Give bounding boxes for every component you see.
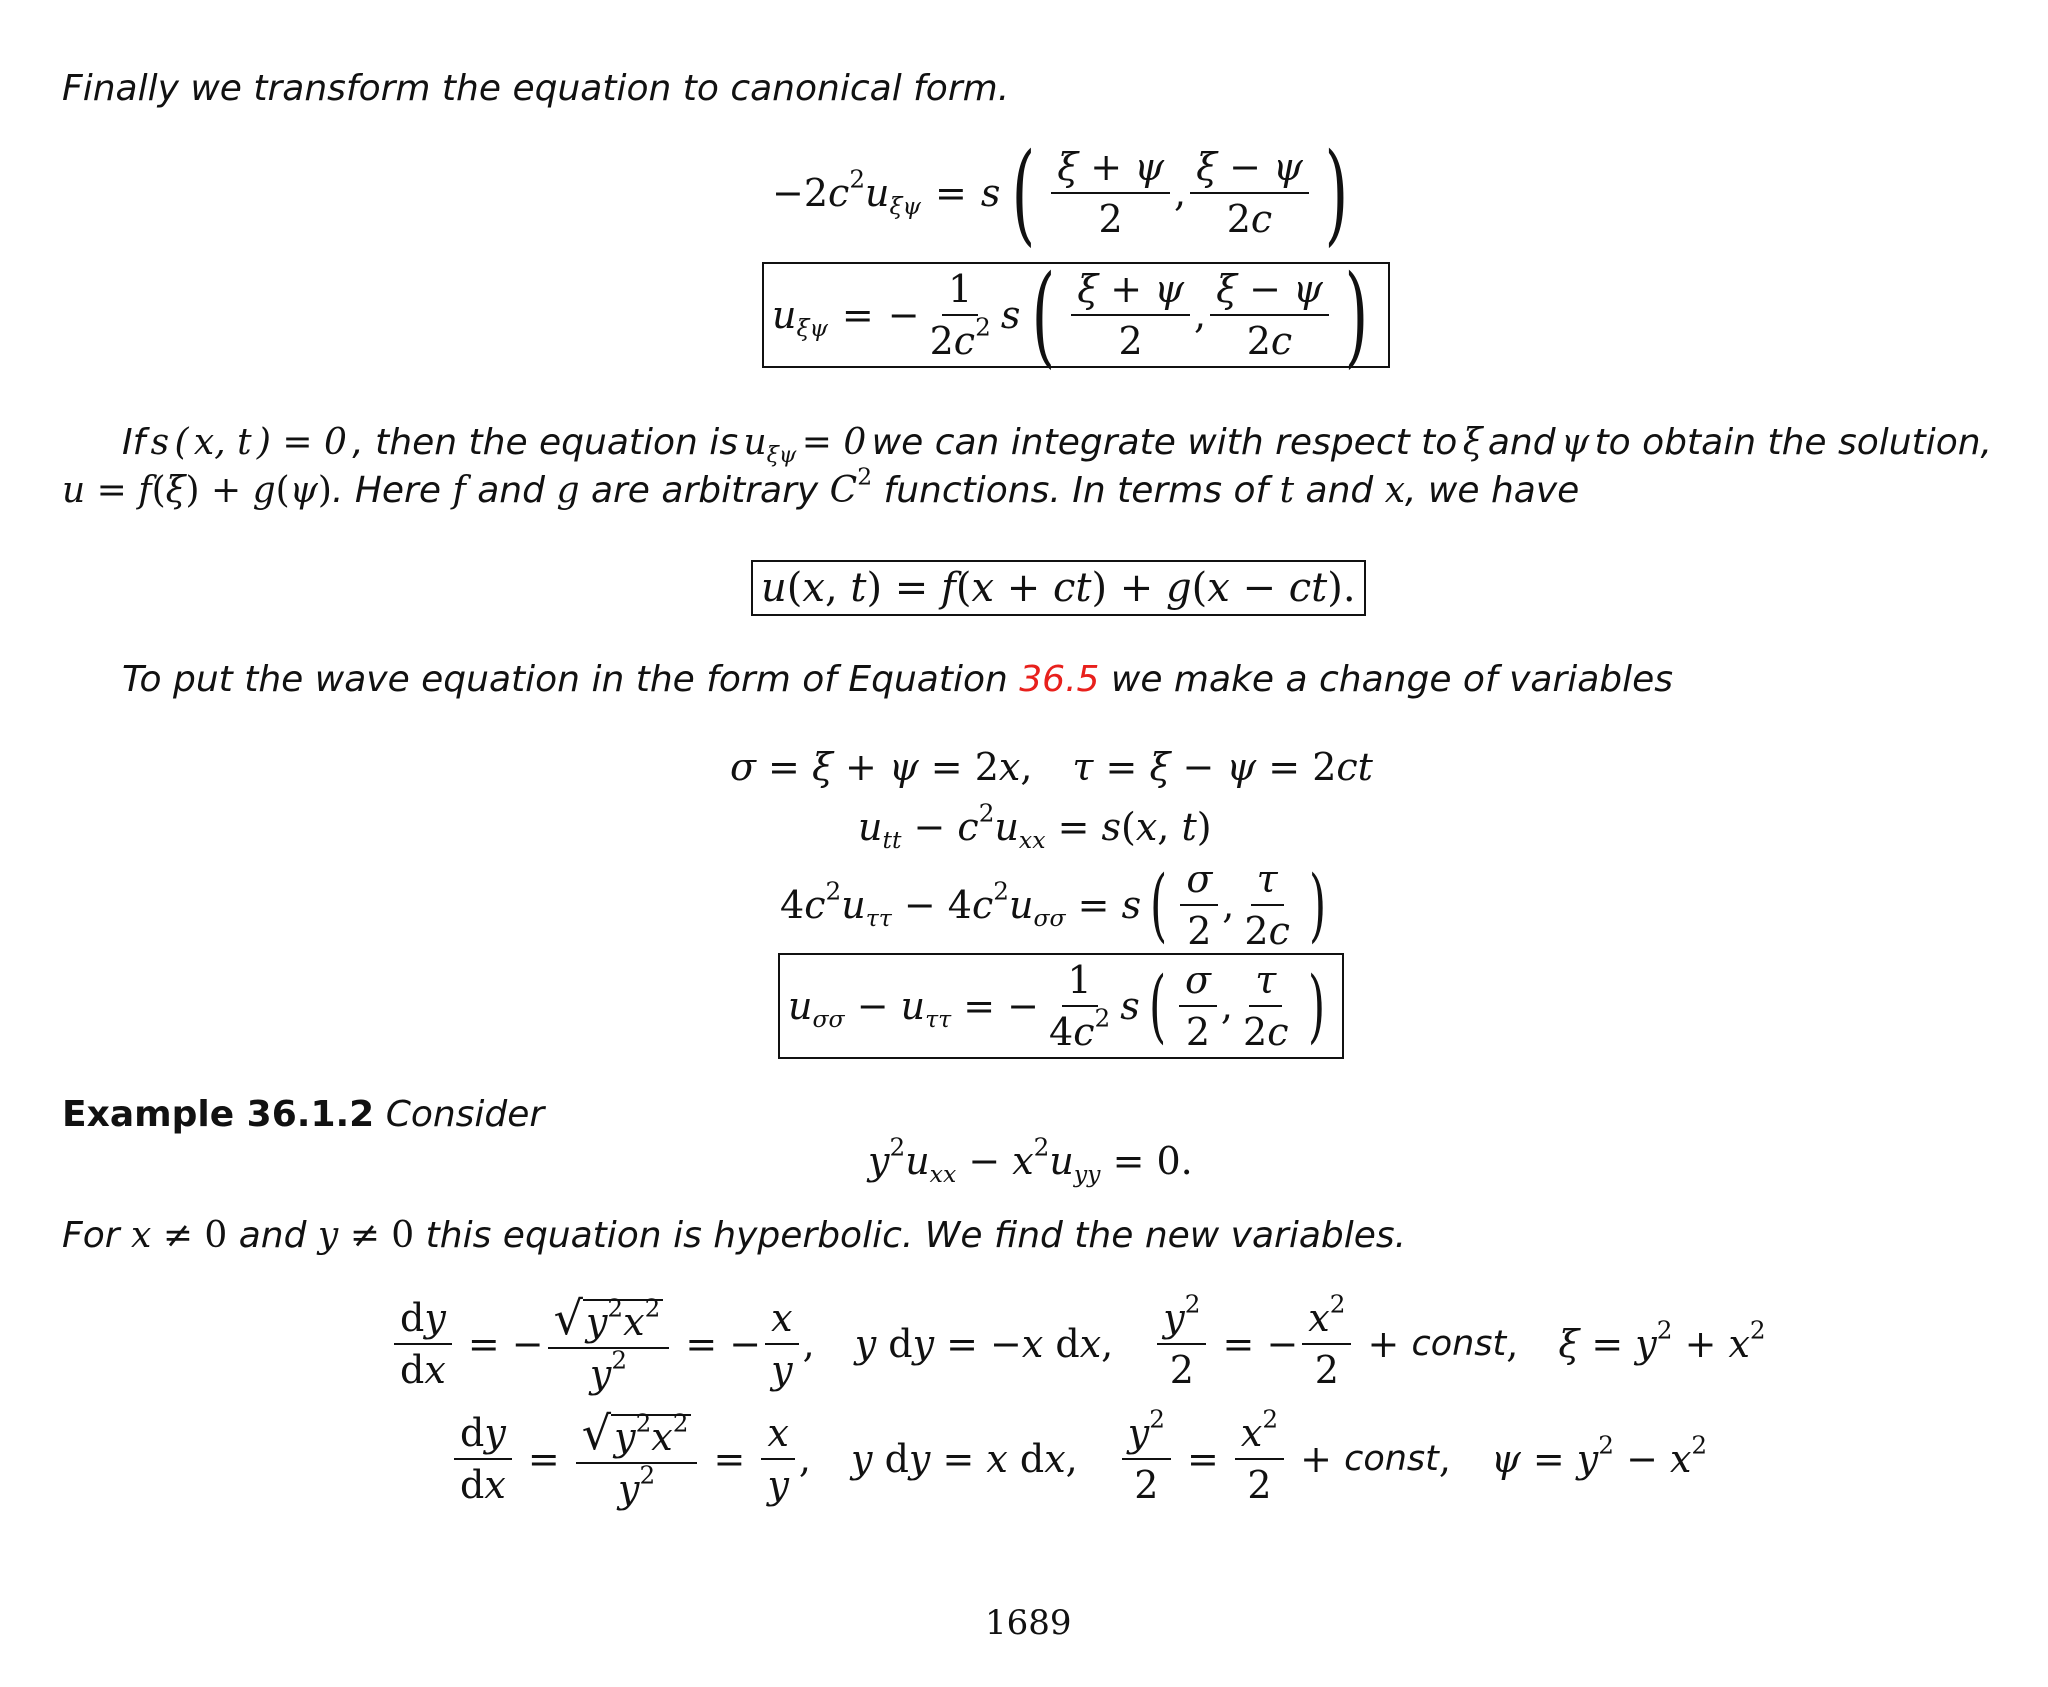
equation-sigma-tau: σ = ξ + ψ = 2x, τ = ξ − ψ = 2ct xyxy=(730,745,1373,789)
equation-wave-canonical-boxed: $u_{\sigma\sigma} - u_{\tau\tau}$ = − $\frac{1}{4c^2}$ s ( $\frac{\sigma}{2}$ , $\frac{\tau}{2c}$ ) xyxy=(778,953,1344,1059)
equation-reference-link[interactable]: 36.5 xyxy=(1019,659,1100,700)
equation-wave-transformed: $4c^2u_{\tau\tau} - 4c^2u_{\sigma\sigma} = s$ ( $\frac{\sigma}{2}$ , $\frac{\tau}{2c}$ ) xyxy=(780,857,1327,953)
equation-general-solution: u(x, t) = f(x + ct) + g(x − ct). xyxy=(751,560,1366,616)
page-number: 1689 xyxy=(985,1603,1072,1643)
example-heading: Example 36.1.2 Consider xyxy=(62,1094,545,1135)
hyperbolic-sentence: For x ≠ 0 and y ≠ 0 this equation is hyperbolic. We find the new variables. xyxy=(62,1215,1407,1256)
equation-characteristic-psi: $\frac{dy}{dx}$ = √ $y^2x^2$ $y^2$ = $\frac{x}{y}$ , y dy = x dx, $\frac{y^2}{2}$ = $\frac{x^2}{2}$ + const , $\psi = y^2 - x^2$ xyxy=(450,1410,1707,1508)
equation-wave: $u_{tt} - c^2u_{xx} = s(x$, t) xyxy=(858,798,1212,855)
change-of-variables-sentence: To put the wave equation in the form of Equation 36.5 we make a change of variables xyxy=(122,659,1674,700)
solution-paragraph-line-1: If s ( x, t ) = 0 , then the equation is $u_{\xi\psi}$ = 0 we can integrate with respect to ξ and ψ to obtain the solution, xyxy=(122,422,1992,468)
equation-canonical-1: $-2c^2u_{\xi\psi}$ = s ( $\frac{\xi + \psi}{2}$ , $\frac{\xi - \psi}{2c}$ ) xyxy=(772,129,1349,257)
solution-paragraph-line-2: u = f(ξ) + g(ψ). Here f and g are arbitrary $C^2$ functions. In terms of t and x, we have xyxy=(62,462,1580,511)
equation-canonical-boxed: $u_{\xi\psi}$ = − $\frac{1}{2c^2}$ s ( $\frac{\xi + \psi}{2}$ , $\frac{\xi - \psi}{2c}$ ) xyxy=(762,262,1390,368)
intro-sentence: Finally we transform the equation to canonical form. xyxy=(62,68,1010,109)
equation-characteristic-xi: $\frac{dy}{dx}$ = − √ $y^2x^2$ $y^2$ = − $\frac{x}{y}$ , y dy = −x dx, $\frac{y^2}{2}$ = − $\frac{x^2}{2}$ + const , $\xi = y^2 + x^2$ xyxy=(390,1295,1766,1393)
equation-example: $y^2u_{xx} - x^2u_{yy} = 0$. xyxy=(868,1132,1193,1189)
example-label: Example 36.1.2 xyxy=(62,1094,375,1135)
